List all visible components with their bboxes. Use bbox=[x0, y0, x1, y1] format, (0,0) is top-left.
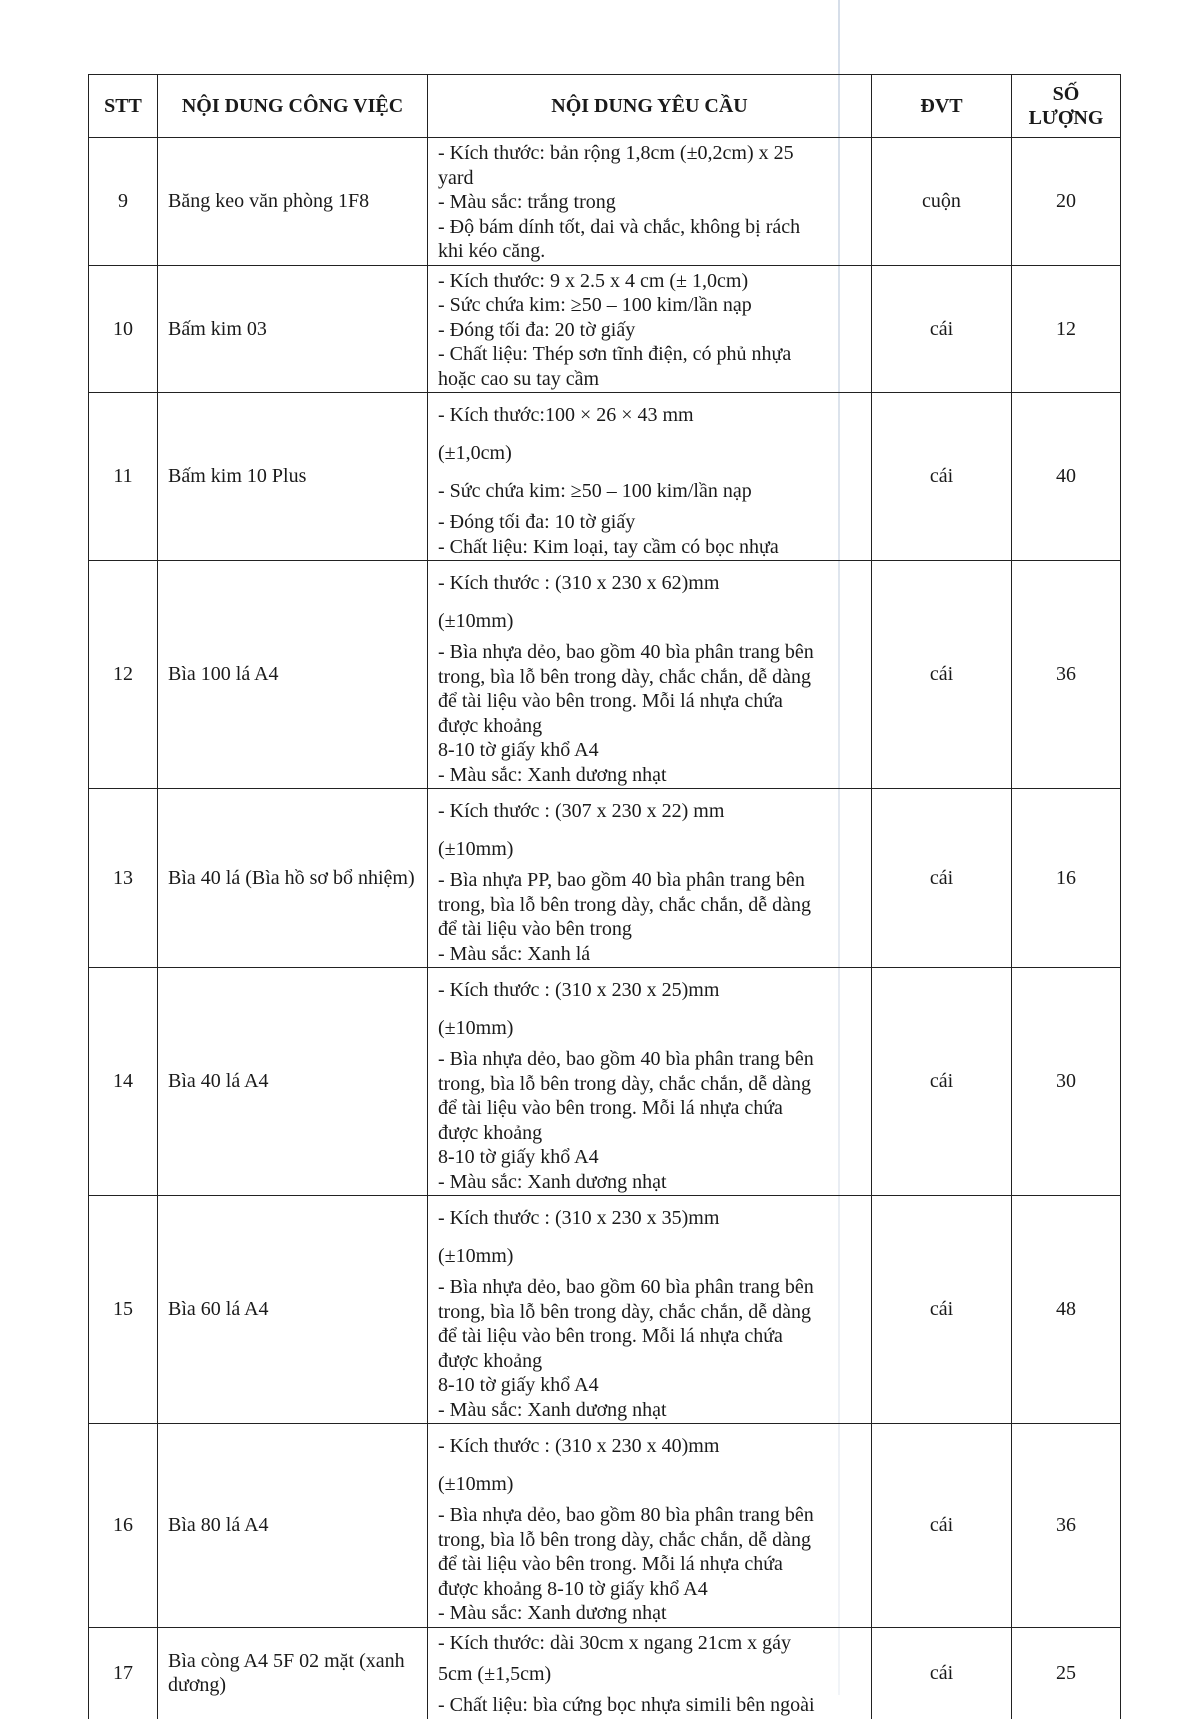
req-line: (±10mm) bbox=[438, 1473, 514, 1495]
req-line: để tài liệu vào bên trong. Mỗi lá nhựa chứa bbox=[438, 1325, 783, 1347]
row-work-content: Bìa 80 lá A4 bbox=[158, 1424, 428, 1628]
row-stt: 11 bbox=[89, 393, 158, 561]
req-line: - Kích thước: 9 x 2.5 x 4 cm (± 1,0cm) bbox=[438, 269, 749, 292]
row-quantity: 36 bbox=[1012, 561, 1121, 789]
row-stt: 16 bbox=[89, 1424, 158, 1628]
table-row bbox=[89, 968, 1121, 1196]
req-line: yard bbox=[438, 166, 474, 189]
req-line: - Màu sắc: Xanh lá bbox=[438, 942, 591, 965]
req-line: trong, bìa lỗ bên trong dày, chắc chắn, dễ dàng bbox=[438, 1072, 812, 1095]
row-quantity: 40 bbox=[1012, 393, 1121, 561]
req-line: (±10mm) bbox=[438, 610, 514, 632]
req-line: trong, bìa lỗ bên trong dày, chắc chắn, dễ dàng bbox=[438, 665, 812, 688]
req-line: được khoảng bbox=[438, 714, 543, 737]
row-quantity: 16 bbox=[1012, 789, 1121, 968]
req-line: - Bìa nhựa PP, bao gồm 40 bìa phân trang bên bbox=[438, 869, 805, 891]
header-quantity-line2: LƯỢNG bbox=[1028, 107, 1104, 129]
req-line: (±10mm) bbox=[438, 838, 514, 860]
req-line: - Kích thước: bản rộng 1,8cm (±0,2cm) x 25 bbox=[438, 142, 794, 164]
table-row bbox=[89, 265, 1121, 393]
row-quantity: 48 bbox=[1012, 1196, 1121, 1424]
row-quantity: 20 bbox=[1012, 138, 1121, 266]
req-line: (±10mm) bbox=[438, 1245, 514, 1267]
row-work-content: Bìa còng A4 5F 02 mặt (xanh dương) bbox=[158, 1627, 428, 1719]
row-requirements bbox=[428, 789, 872, 968]
row-quantity: 12 bbox=[1012, 265, 1121, 393]
req-line: hoặc cao su tay cầm bbox=[438, 367, 600, 390]
req-line: - Bìa nhựa dẻo, bao gồm 80 bìa phân trang bên bbox=[438, 1504, 814, 1526]
table-row bbox=[89, 138, 1121, 266]
row-requirements bbox=[428, 265, 872, 393]
table-row bbox=[89, 789, 1121, 968]
row-work-content: Bìa 40 lá A4 bbox=[158, 968, 428, 1196]
req-line: - Màu sắc: Xanh dương nhạt bbox=[438, 1602, 667, 1624]
row-stt: 13 bbox=[89, 789, 158, 968]
row-requirements bbox=[428, 1196, 872, 1424]
row-unit: cái bbox=[872, 265, 1012, 393]
row-unit: cái bbox=[872, 1424, 1012, 1628]
row-requirements bbox=[428, 393, 872, 561]
req-line: - Kích thước : (310 x 230 x 35)mm bbox=[438, 1207, 720, 1229]
row-unit: cái bbox=[872, 561, 1012, 789]
req-line: để tài liệu vào bên trong. Mỗi lá nhựa chứa bbox=[438, 1553, 783, 1575]
row-quantity: 25 bbox=[1012, 1627, 1121, 1719]
header-stt: STT bbox=[89, 75, 158, 138]
req-line: - Sức chứa kim: ≥50 – 100 kim/lần nạp bbox=[438, 480, 752, 502]
header-work-content: NỘI DUNG CÔNG VIỆC bbox=[158, 75, 428, 138]
req-line: - Sức chứa kim: ≥50 – 100 kim/lần nạp bbox=[438, 294, 752, 316]
row-requirements bbox=[428, 561, 872, 789]
req-line: - Kích thước: dài 30cm x ngang 21cm x gáy bbox=[438, 1631, 791, 1654]
row-unit: cái bbox=[872, 393, 1012, 561]
table-row bbox=[89, 393, 1121, 561]
req-line: - Kích thước : (310 x 230 x 62)mm bbox=[438, 572, 720, 594]
row-unit: cái bbox=[872, 968, 1012, 1196]
row-requirements bbox=[428, 1424, 872, 1628]
req-line: - Chất liệu: bìa cứng bọc nhựa simili bên ngoài bbox=[438, 1694, 815, 1716]
req-line: - Chất liệu: Thép sơn tĩnh điện, có phủ nhựa bbox=[438, 343, 792, 365]
row-stt: 10 bbox=[89, 265, 158, 393]
row-stt: 9 bbox=[89, 138, 158, 266]
req-line: - Đóng tối đa: 10 tờ giấy bbox=[438, 511, 636, 533]
row-work-content: Bìa 60 lá A4 bbox=[158, 1196, 428, 1424]
req-line: 8-10 tờ giấy khổ A4 bbox=[438, 1374, 599, 1396]
req-line: trong, bìa lỗ bên trong dày, chắc chắn, dễ dàng bbox=[438, 1528, 812, 1551]
row-work-content: Bấm kim 10 Plus bbox=[158, 393, 428, 561]
row-stt: 14 bbox=[89, 968, 158, 1196]
table-row bbox=[89, 1627, 1121, 1719]
req-line: - Bìa nhựa dẻo, bao gồm 40 bìa phân trang bên bbox=[438, 1048, 814, 1070]
req-line: - Kích thước:100 × 26 × 43 mm bbox=[438, 404, 694, 426]
req-line: - Bìa nhựa dẻo, bao gồm 60 bìa phân trang bên bbox=[438, 1276, 814, 1298]
req-line: - Đóng tối đa: 20 tờ giấy bbox=[438, 318, 636, 341]
req-line: - Kích thước : (310 x 230 x 40)mm bbox=[438, 1435, 720, 1457]
req-line: được khoảng bbox=[438, 1121, 543, 1144]
req-line: - Chất liệu: Kim loại, tay cầm có bọc nhựa bbox=[438, 535, 779, 558]
header-requirements: NỘI DUNG YÊU CẦU bbox=[428, 75, 872, 138]
row-unit: cuộn bbox=[872, 138, 1012, 266]
req-line: 5cm (±1,5cm) bbox=[438, 1663, 552, 1685]
requirements-table bbox=[88, 74, 1121, 1719]
req-line: được khoảng bbox=[438, 1349, 543, 1372]
req-line: được khoảng 8-10 tờ giấy khổ A4 bbox=[438, 1577, 708, 1600]
req-line: - Kích thước : (307 x 230 x 22) mm bbox=[438, 800, 725, 822]
row-stt: 17 bbox=[89, 1627, 158, 1719]
req-line: - Độ bám dính tốt, dai và chắc, không bị rách bbox=[438, 215, 801, 238]
row-unit: cái bbox=[872, 1196, 1012, 1424]
req-line: - Màu sắc: Xanh dương nhạt bbox=[438, 763, 667, 786]
header-quantity bbox=[1012, 75, 1121, 138]
req-line: - Kích thước : (310 x 230 x 25)mm bbox=[438, 979, 720, 1001]
req-line: để tài liệu vào bên trong. Mỗi lá nhựa chứa bbox=[438, 1097, 783, 1119]
row-unit: cái bbox=[872, 789, 1012, 968]
req-line: (±1,0cm) bbox=[438, 442, 512, 464]
req-line: - Màu sắc: trắng trong bbox=[438, 191, 616, 213]
req-line: trong, bìa lỗ bên trong dày, chắc chắn, dễ dàng bbox=[438, 1300, 812, 1323]
row-requirements bbox=[428, 1627, 872, 1719]
req-line: 8-10 tờ giấy khổ A4 bbox=[438, 1146, 599, 1168]
header-quantity-line1: SỐ bbox=[1052, 83, 1080, 105]
req-line: 8-10 tờ giấy khổ A4 bbox=[438, 739, 599, 761]
row-quantity: 36 bbox=[1012, 1424, 1121, 1628]
row-unit: cái bbox=[872, 1627, 1012, 1719]
row-requirements bbox=[428, 968, 872, 1196]
row-stt: 15 bbox=[89, 1196, 158, 1424]
req-line: - Bìa nhựa dẻo, bao gồm 40 bìa phân trang bên bbox=[438, 641, 814, 663]
req-line: khi kéo căng. bbox=[438, 240, 546, 262]
table-row bbox=[89, 1196, 1121, 1424]
row-work-content: Bấm kim 03 bbox=[158, 265, 428, 393]
table-header-row bbox=[89, 75, 1121, 138]
row-work-content: Bìa 40 lá (Bìa hồ sơ bổ nhiệm) bbox=[158, 789, 428, 968]
req-line: (±10mm) bbox=[438, 1017, 514, 1039]
req-line: trong, bìa lỗ bên trong dày, chắc chắn, dễ dàng bbox=[438, 893, 812, 916]
req-line: - Màu sắc: Xanh dương nhạt bbox=[438, 1398, 667, 1421]
table-row bbox=[89, 1424, 1121, 1628]
req-line: để tài liệu vào bên trong bbox=[438, 918, 632, 940]
req-line: - Màu sắc: Xanh dương nhạt bbox=[438, 1170, 667, 1193]
header-unit: ĐVT bbox=[872, 75, 1012, 138]
table-row bbox=[89, 561, 1121, 789]
row-quantity: 30 bbox=[1012, 968, 1121, 1196]
row-work-content: Bìa 100 lá A4 bbox=[158, 561, 428, 789]
req-line: để tài liệu vào bên trong. Mỗi lá nhựa chứa bbox=[438, 690, 783, 712]
row-requirements bbox=[428, 138, 872, 266]
row-work-content: Băng keo văn phòng 1F8 bbox=[158, 138, 428, 266]
row-stt: 12 bbox=[89, 561, 158, 789]
